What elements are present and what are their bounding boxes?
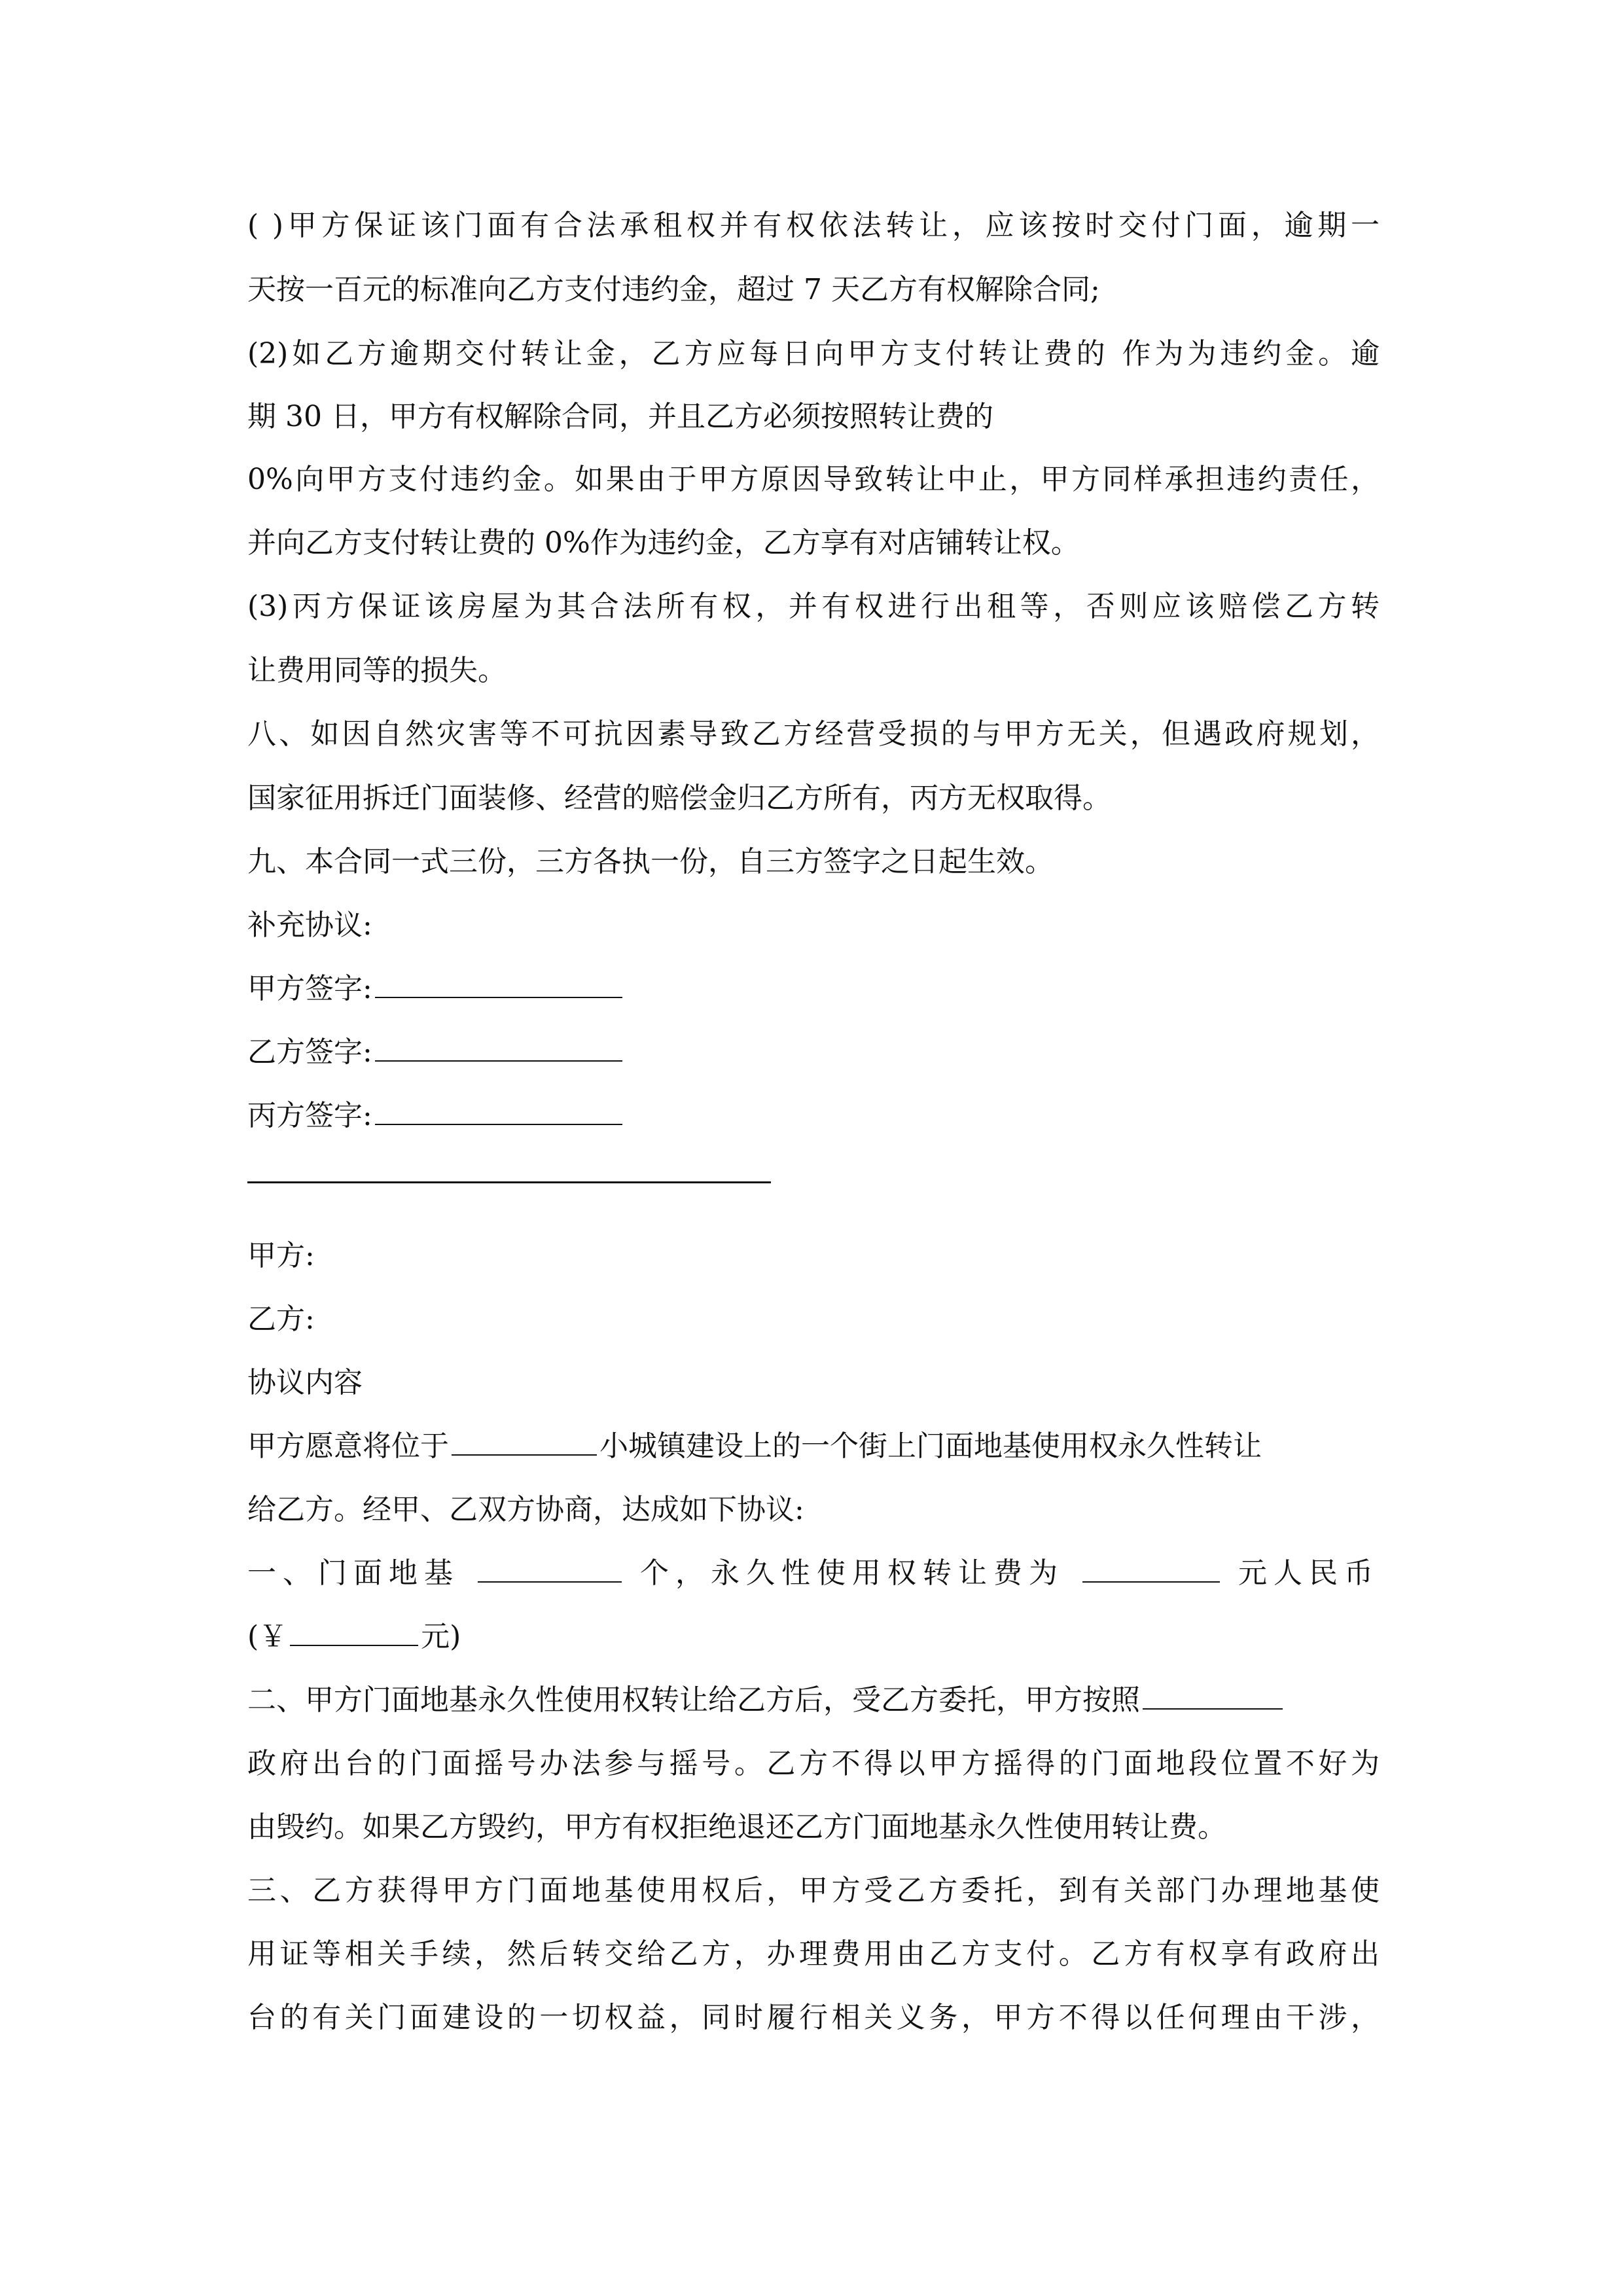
signature-blank-b [375, 1034, 622, 1062]
yuan-suffix: 元) [421, 1620, 461, 1653]
clause-8-line-2: 国家征用拆迁门面装修、经营的赔偿金归乙方所有，丙方无权取得。 [247, 781, 1111, 815]
article-2-text: 二、甲方门面地基永久性使用权转让给乙方后，受乙方委托，甲方按照 [247, 1683, 1140, 1717]
article-1-part-3: 元人民币 [1238, 1556, 1380, 1590]
clause-9: 九、本合同一式三份，三方各执一份，自三方签字之日起生效。 [247, 845, 1054, 878]
article-3-line-1: 三、乙方获得甲方门面地基使用权后，甲方受乙方委托，到有关部门办理地基使 [247, 1874, 1380, 1907]
intro-text-post: 小城镇建设上的一个街上门面地基使用权永久性转让 [599, 1429, 1262, 1463]
article-1-line-1 [247, 1554, 1380, 1593]
signature-label-a: 甲方签字: [247, 972, 372, 1005]
clause-2-line-3: 0%向甲方支付违约金。如果由于甲方原因导致转让中止，甲方同样承担违约责任， [247, 463, 1380, 496]
article-2-line-3: 由毁约。如果乙方毁约，甲方有权拒绝退还乙方门面地基永久性使用转让费。 [247, 1810, 1226, 1844]
clause-3-line-1: (3)丙方保证该房屋为其合法所有权，并有权进行出租等，否则应该赔偿乙方转 [247, 590, 1380, 623]
article-3-line-2: 用证等相关手续，然后转交给乙方，办理费用由乙方支付。乙方有权享有政府出 [247, 1937, 1380, 1971]
clause-2-line-4: 并向乙方支付转让费的 0%作为违约金，乙方享有对店铺转让权。 [247, 526, 1080, 560]
count-blank [478, 1555, 622, 1583]
clause-8-line-1: 八、如因自然灾害等不可抗因素导致乙方经营受损的与甲方无关，但遇政府规划， [247, 717, 1380, 751]
clause-1-line-2: 天按一百元的标准向乙方支付违约金，超过 7 天乙方有权解除合同; [247, 273, 1100, 306]
amount-blank [290, 1619, 418, 1646]
clause-2-line-2: 期 30 日，甲方有权解除合同，并且乙方必须按照转让费的 [247, 400, 993, 433]
fee-blank [1082, 1555, 1220, 1583]
intro-text-pre: 甲方愿意将位于 [247, 1429, 449, 1463]
signature-blank-c [375, 1098, 622, 1125]
signature-party-b [247, 1033, 1380, 1072]
government-blank [1143, 1682, 1283, 1710]
yuan-prefix: (￥ [247, 1620, 288, 1653]
party-a-label: 甲方: [247, 1239, 315, 1272]
intro-line-1 [247, 1427, 1380, 1466]
clause-1-line-1: ( )甲方保证该门面有合法承租权并有权依法转让，应该按时交付门面，逾期一 [247, 209, 1380, 242]
signature-party-a [247, 969, 1380, 1009]
signature-blank-a [375, 971, 622, 998]
agreement-content-title: 协议内容 [247, 1366, 363, 1399]
article-1-line-2 [247, 1617, 1380, 1657]
clause-3-line-2: 让费用同等的损失。 [247, 654, 507, 687]
separator-line [247, 1181, 771, 1183]
location-blank [452, 1428, 597, 1456]
article-2-line-1 [247, 1681, 1380, 1720]
signature-label-b: 乙方签字: [247, 1035, 372, 1069]
article-1-part-2: 个，永久性使用权转让费为 [640, 1556, 1064, 1590]
signature-label-c: 丙方签字: [247, 1099, 372, 1132]
supplement-heading: 补充协议: [247, 908, 372, 942]
article-1-part-1: 一、门面地基 [247, 1556, 459, 1590]
article-3-line-3: 台的有关门面建设的一切权益，同时履行相关义务，甲方不得以任何理由干涉， [247, 2001, 1380, 2034]
clause-2-line-1: (2)如乙方逾期交付转让金，乙方应每日向甲方支付转让费的 作为为违约金。逾 [247, 337, 1380, 370]
article-2-line-2: 政府出台的门面摇号办法参与摇号。乙方不得以甲方摇得的门面地段位置不好为 [247, 1747, 1380, 1780]
signature-party-c [247, 1096, 1380, 1136]
party-b-label: 乙方: [247, 1302, 315, 1336]
intro-line-2: 给乙方。经甲、乙双方协商，达成如下协议: [247, 1493, 804, 1526]
